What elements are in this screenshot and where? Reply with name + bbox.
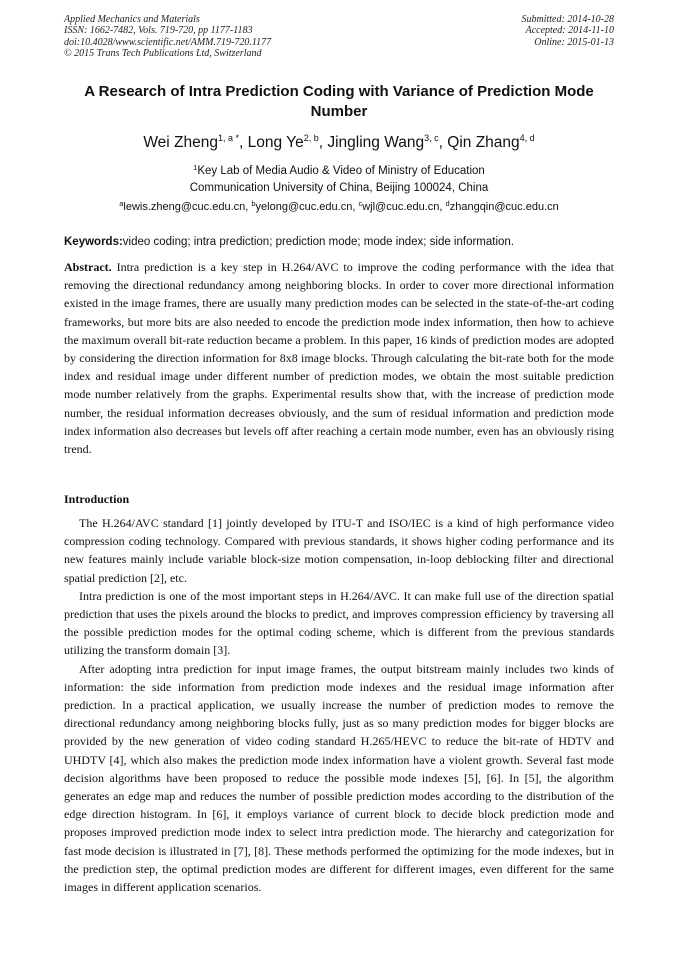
author-name: Jingling Wang bbox=[327, 134, 425, 151]
paragraph: The H.264/AVC standard [1] jointly developed by ITU-T and ISO/IEC is a kind of high performance video compression coding technology. Compared with previous standards, it shows higher coding performance and its new features mainly include variable block-size motion compensation, in-loop deblocking filter and directional spatial prediction [2], etc. bbox=[64, 516, 614, 585]
paragraph: Intra prediction is one of the most important steps in H.264/AVC. It can make full use of the direction spatial prediction that uses the pixels around the blocks to predict, and improves compression efficiency by traversing all the possible prediction modes for the optimal coding scheme, which is different from the previous standards utilizing the transform domain [3]. bbox=[64, 588, 614, 658]
introduction-body bbox=[64, 514, 614, 896]
email-address[interactable]: lewis.zheng@cuc.edu.cn bbox=[123, 201, 246, 213]
journal-copyright: © 2015 Trans Tech Publications Ltd, Switzerland bbox=[64, 48, 262, 60]
author-list bbox=[64, 133, 614, 153]
section-heading-introduction: Introduction bbox=[64, 492, 130, 506]
submission-dates bbox=[522, 14, 615, 48]
email-separator: , bbox=[245, 201, 252, 213]
author-separator: , bbox=[438, 134, 448, 151]
keywords bbox=[64, 234, 624, 250]
email-address[interactable]: zhangqin@cuc.edu.cn bbox=[449, 201, 559, 213]
submitted-date: Submitted: 2014-10-28 bbox=[521, 14, 614, 25]
affiliation-line-1 bbox=[64, 163, 614, 179]
author-emails bbox=[64, 199, 614, 215]
journal-info bbox=[64, 14, 271, 60]
abstract-label: Abstract. bbox=[64, 260, 112, 274]
affiliation-mark: 1 bbox=[193, 163, 198, 172]
author-name: Wei Zheng bbox=[143, 134, 218, 151]
email-mark: a bbox=[119, 199, 124, 208]
abstract bbox=[64, 258, 614, 458]
author-marks: 1, a * bbox=[218, 133, 240, 143]
author-name: Long Ye bbox=[247, 134, 304, 151]
affiliation-text: Key Lab of Media Audio & Video of Ministry of Education bbox=[197, 165, 485, 177]
accepted-date: Accepted: 2014-11-10 bbox=[525, 25, 614, 37]
paragraph: After adopting intra prediction for input image frames, the output bitstream mainly includes two kinds of information: the side information from prediction mode indexes and the residual image information after prediction. In a practical application, we usually increase the number of prediction modes to remove the directional redundancy among neighboring blocks fully, just as so many prediction modes for bigger blocks are provided by the new generation of video coding standard H.265/HEVC to reduce the bit-rate of HDTV and UHDTV [4], which also makes the prediction mode index information have a violent growth. Several fast mode decision algorithms have been proposed to reduce the possible mode indexes [5], [6]. In [5], the algorithm generates an edge map and reduces the number of possible prediction modes according to the distribution of the edge direction histogram. In [6], it employs variance of current block to decide block prediction mode and proposes improved prediction mode index to select intra prediction mode. The hierarchy and categorization for fast mode decision is illustrated in [7], [8]. These methods performed the optimizing for the mode indexes, but in the prediction step, the optimal prediction modes are different for different images, even different for the same images in different application scenarios. bbox=[64, 661, 614, 895]
journal-doi: doi:10.4028/www.scientific.net/AMM.719-720.1177 bbox=[64, 36, 272, 48]
email-mark: d bbox=[445, 199, 450, 208]
author-marks: 2, b bbox=[303, 133, 319, 143]
author-separator: , bbox=[239, 134, 248, 151]
email-separator: , bbox=[439, 201, 446, 213]
author-name: Qin Zhang bbox=[447, 134, 520, 151]
email-separator: , bbox=[352, 201, 359, 213]
email-mark: c bbox=[358, 199, 363, 208]
email-address[interactable]: yelong@cuc.edu.cn bbox=[255, 201, 353, 213]
affiliation-line-2: Communication University of China, Beijing 100024, China bbox=[189, 182, 489, 194]
keywords-text: video coding; intra prediction; prediction mode; mode index; side information. bbox=[122, 236, 515, 248]
author-marks: 4, d bbox=[519, 133, 535, 143]
journal-name: Applied Mechanics and Materials bbox=[64, 14, 200, 25]
keywords-label: Keywords: bbox=[64, 236, 123, 248]
paper-title: A Research of Intra Prediction Coding with Variance of Prediction Mode Number bbox=[84, 83, 594, 120]
abstract-text: Intra prediction is a key step in H.264/AVC to improve the coding performance with the idea that removing the directional redundancy among neighboring blocks. In order to cover more directional information existed in the image frames, there are usually many prediction modes can be selected in the state-of-the-art coding frameworks, but more bits are also needed to encode the prediction mode index information, then how to achieve the maximum overall bit-rate reduction became a problem. In this paper, 16 kinds of prediction modes are adopted by considering the direction information for 8x8 image blocks. Through calculating the bit-rate both for the mode index and residual image under different number of prediction modes, we obtain the most suitable prediction mode number relatively from the graphs. Experimental results show that, with the increase of prediction mode number, the residual information decreases obviously, and the sum of residual information and prediction mode index information also decreases but levels off after reaching a certain mode number, even has an obviously rising trend. bbox=[64, 260, 614, 457]
journal-issn: ISSN: 1662-7482, Vols. 719-720, pp 1177-1183 bbox=[64, 25, 253, 37]
author-marks: 3, c bbox=[424, 133, 439, 143]
author-separator: , bbox=[318, 134, 328, 151]
email-mark: b bbox=[251, 199, 256, 208]
online-date: Online: 2015-01-13 bbox=[534, 36, 614, 48]
email-address[interactable]: wjl@cuc.edu.cn bbox=[362, 201, 440, 213]
